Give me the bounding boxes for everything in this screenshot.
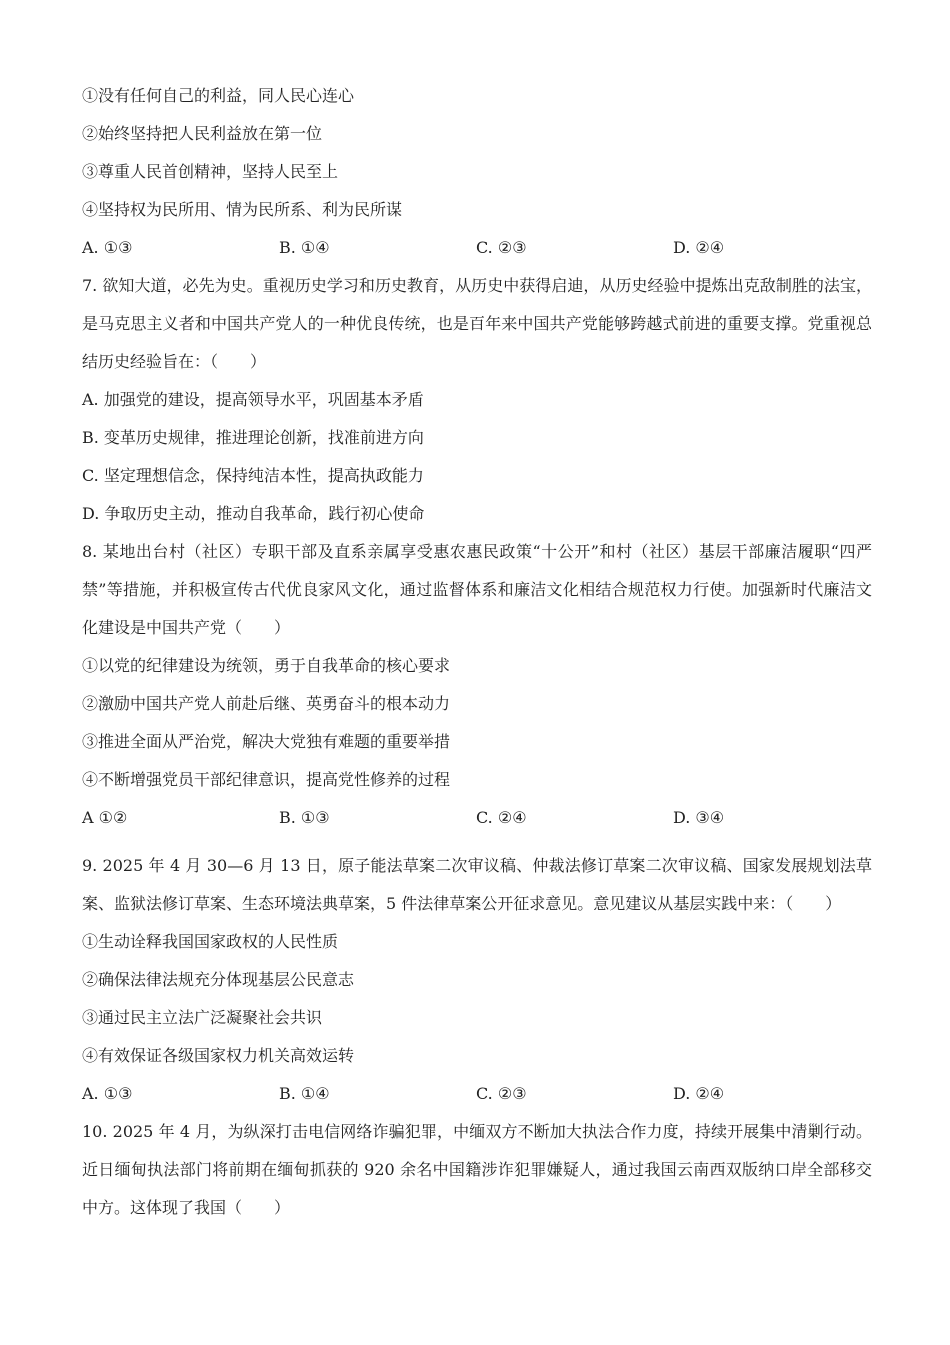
q8-option-b[interactable]: B. ①③: [279, 808, 330, 827]
q6-item-1: ①没有任何自己的利益，同人民心连心: [82, 86, 355, 105]
question-8: [82, 533, 872, 846]
q8-item-3: ③推进全面从严治党，解决大党独有难题的重要举措: [82, 732, 451, 751]
q9-stem: 9. 2025 年 4 月 30—6 月 13 日，原子能法草案二次审议稿、仲裁法修订草案二次审议稿、国家发展规划法草案、监狱法修订草案、生态环境法典草案，5 件法律草案公开征求意见。意见建议从基层实践中来：（ ）: [82, 856, 872, 913]
q9-option-c[interactable]: C. ②③: [476, 1084, 527, 1103]
q8-option-a[interactable]: A ①②: [82, 808, 128, 827]
q6-option-b[interactable]: B. ①④: [279, 238, 330, 257]
q6-item-2: ②始终坚持把人民利益放在第一位: [82, 124, 323, 143]
q7-choice-c[interactable]: C. 坚定理想信念，保持纯洁本性，提高执政能力: [82, 466, 424, 485]
q7-choice-b[interactable]: B. 变革历史规律，推进理论创新，找准前进方向: [82, 428, 424, 447]
q8-item-1: ①以党的纪律建设为统领，勇于自我革命的核心要求: [82, 656, 451, 675]
q6-option-c[interactable]: C. ②③: [476, 238, 527, 257]
exam-page: [82, 86, 872, 1227]
q9-item-2: ②确保法律法规充分体现基层公民意志: [82, 970, 355, 989]
q8-item-4: ④不断增强党员干部纪律意识，提高党性修养的过程: [82, 770, 451, 789]
q7-choice-d[interactable]: D. 争取历史主动，推动自我革命，践行初心使命: [82, 504, 425, 523]
q10-stem: 10. 2025 年 4 月，为纵深打击电信网络诈骗犯罪，中缅双方不断加大执法合作力度，持续开展集中清剿行动。近日缅甸执法部门将前期在缅甸抓获的 920 余名中国籍涉诈犯罪嫌疑人，通过我国云南西双版纳口岸全部移交中方。这体现了我国（ ）: [82, 1122, 872, 1217]
q6-item-4: ④坚持权为民所用、情为民所系、利为民所谋: [82, 200, 403, 219]
q7-stem: 7. 欲知大道，必先为史。重视历史学习和历史教育，从历史中获得启迪，从历史经验中提炼出克敌制胜的法宝，是马克思主义者和中国共产党人的一种优良传统，也是百年来中国共产党能够跨越式前进的重要支撑。党重视总结历史经验旨在：（ ）: [82, 276, 872, 371]
q8-item-2: ②激励中国共产党人前赴后继、英勇奋斗的根本动力: [82, 694, 451, 713]
q9-option-a[interactable]: A. ①③: [82, 1084, 133, 1103]
q8-option-c[interactable]: C. ②④: [476, 808, 527, 827]
q7-choice-a[interactable]: A. 加强党的建设，提高领导水平，巩固基本矛盾: [82, 390, 424, 409]
q6-item-3: ③尊重人民首创精神，坚持人民至上: [82, 162, 339, 181]
q8-stem: 8. 某地出台村（社区）专职干部及直系亲属享受惠农惠民政策“十公开”和村（社区）基层干部廉洁履职“四严禁”等措施，并积极宣传古代优良家风文化，通过监督体系和廉洁文化相结合规范权力行使。加强新时代廉洁文化建设是中国共产党（ ）: [82, 542, 872, 637]
q8-options: [82, 808, 872, 846]
q9-item-3: ③通过民主立法广泛凝聚社会共识: [82, 1008, 323, 1027]
q8-option-d[interactable]: D. ③④: [673, 808, 725, 827]
question-10: [82, 1113, 872, 1227]
q9-option-d[interactable]: D. ②④: [673, 1084, 725, 1103]
q9-item-4: ④有效保证各级国家权力机关高效运转: [82, 1046, 355, 1065]
q9-option-b[interactable]: B. ①④: [279, 1084, 330, 1103]
q6-option-d[interactable]: D. ②④: [673, 238, 725, 257]
q6-option-a[interactable]: A. ①③: [82, 238, 133, 257]
question-6: [82, 86, 872, 276]
question-7: [82, 267, 872, 542]
question-9: [82, 847, 872, 1122]
q9-item-1: ①生动诠释我国国家政权的人民性质: [82, 932, 339, 951]
